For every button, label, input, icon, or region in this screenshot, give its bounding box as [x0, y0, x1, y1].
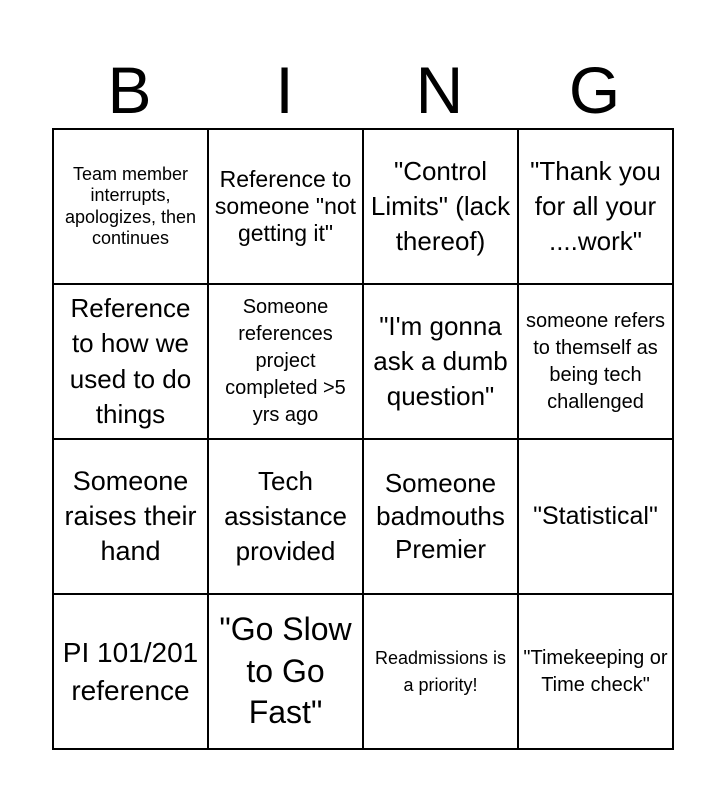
bingo-cell[interactable]: "Control Limits" (lack thereof) [363, 129, 518, 284]
header-letter-b: B [107, 53, 152, 127]
board-row [53, 439, 673, 594]
bingo-cell[interactable]: "Go Slow to Go Fast" [208, 594, 363, 749]
bingo-header [52, 52, 672, 128]
bingo-cell[interactable]: someone refers to themself as being tech challenged [518, 284, 673, 439]
header-letter-i: I [275, 53, 294, 127]
bingo-cell[interactable]: "I'm gonna ask a dumb question" [363, 284, 518, 439]
bingo-cell[interactable]: Readmissions is a priority! [363, 594, 518, 749]
bingo-cell[interactable]: Team member interrupts, apologizes, then continues [53, 129, 208, 284]
bingo-cell[interactable]: Someone badmouths Premier [363, 439, 518, 594]
bingo-cell[interactable]: Reference to someone "not getting it" [208, 129, 363, 284]
bingo-cell[interactable]: "Thank you for all your ....work" [518, 129, 673, 284]
bingo-cell[interactable]: "Statistical" [518, 439, 673, 594]
bingo-cell[interactable]: Someone raises their hand [53, 439, 208, 594]
bingo-cell[interactable]: PI 101/201 reference [53, 594, 208, 749]
board-row [53, 129, 673, 284]
board-row [53, 284, 673, 439]
bingo-cell[interactable]: Someone references project completed >5 yrs ago [208, 284, 363, 439]
bingo-board [52, 128, 674, 750]
bingo-cell[interactable]: "Timekeeping or Time check" [518, 594, 673, 749]
bingo-cell[interactable]: Tech assistance provided [208, 439, 363, 594]
bingo-cell[interactable]: Reference to how we used to do things [53, 284, 208, 439]
header-letter-n: N [415, 53, 464, 127]
header-letter-g: G [568, 53, 621, 127]
board-row [53, 594, 673, 749]
